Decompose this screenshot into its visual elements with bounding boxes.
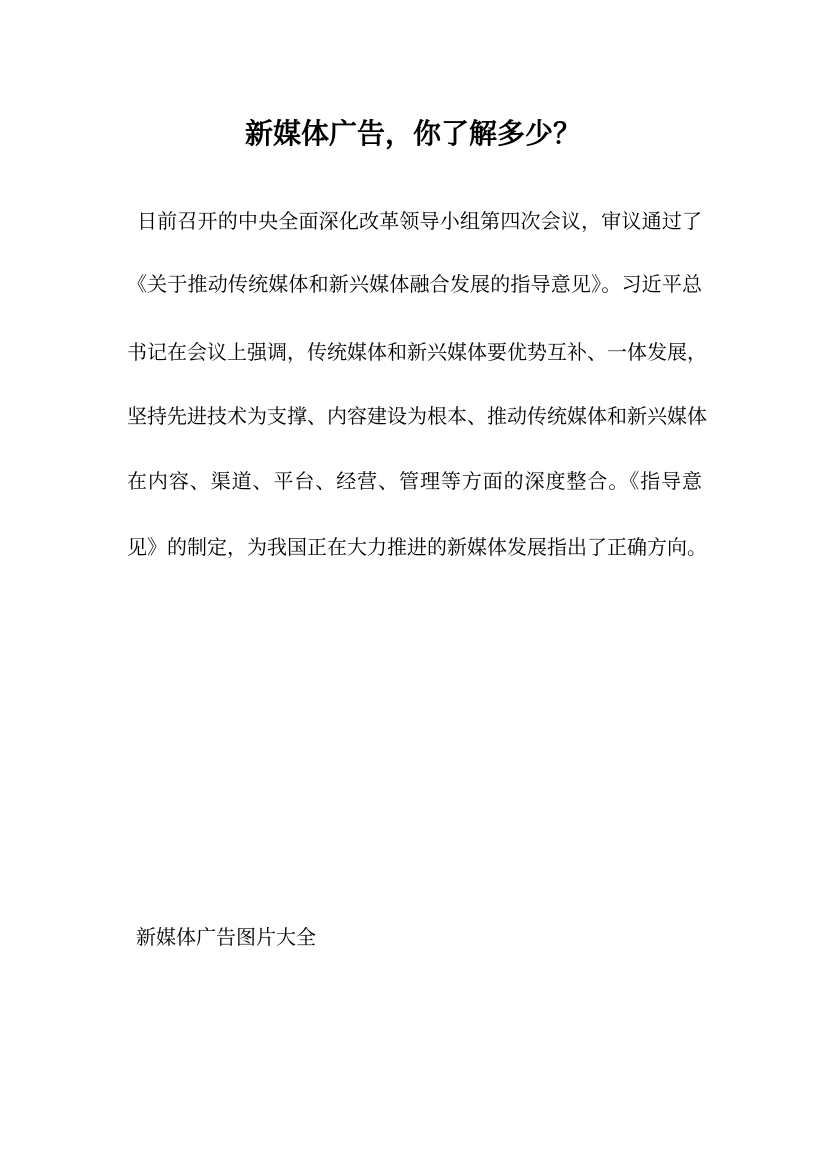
paragraph-line-1: 日前召开的中央全面深化改革领导小组第四次会议，审议通过了 <box>137 209 702 233</box>
paragraph-line-2: 《关于推动传统媒体和新兴媒体融合发展的指导意见》。习近平总 <box>127 272 702 296</box>
paragraph-line-6: 见》的制定，为我国正在大力推进的新媒体发展指出了正确方向。 <box>127 535 707 559</box>
paragraph-line-4: 坚持先进技术为支撑、内容建设为根本、推动传统媒体和新兴媒体 <box>127 404 707 428</box>
paragraph-line-5: 在内容、渠道、平台、经营、管理等方面的深度整合。《指导意 <box>127 469 702 493</box>
image-caption: 新媒体广告图片大全 <box>136 925 316 949</box>
document-title: 新媒体广告，你了解多少？ <box>244 117 581 150</box>
paragraph-line-3: 书记在会议上强调，传统媒体和新兴媒体要优势互补、一体发展， <box>127 340 707 364</box>
